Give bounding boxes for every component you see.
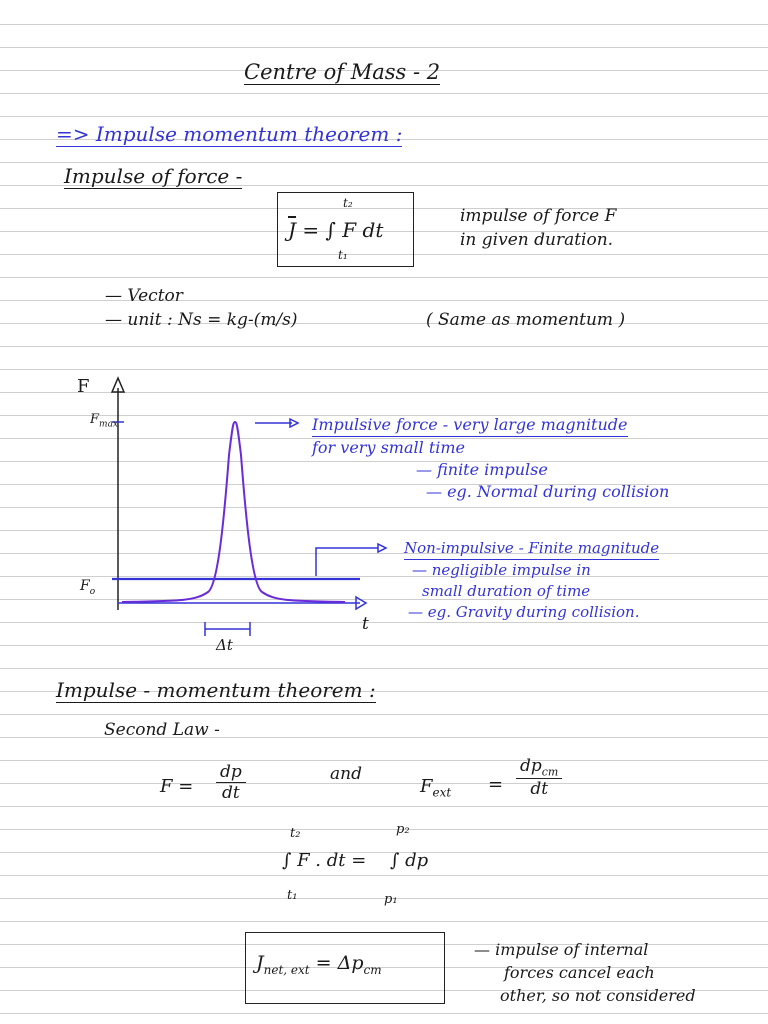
upper-limit: t₂ (343, 196, 353, 210)
fext-lhs: $F_{ext}$ (420, 776, 452, 800)
eq3-right: ∫ dp (390, 850, 429, 871)
theorem-heading: Impulse - momentum theorem : (56, 678, 376, 702)
impulse-symbol: $\overline{J}$ (288, 218, 297, 242)
fmax-label: $F_{max}$ (90, 412, 119, 430)
x-axis-label: t (362, 614, 369, 634)
eq3-lower2: p₁ (384, 892, 398, 907)
f0-label: $F_o$ (80, 578, 96, 597)
section-heading: => Impulse momentum theorem : (56, 122, 403, 146)
eq3-upper2: p₂ (396, 822, 410, 837)
impulse-description: impulse of force F in given duration. (460, 206, 617, 250)
lower-limit: t₁ (338, 248, 348, 262)
internal-forces-note: — impulse of internal forces cancel each other, so not considered (474, 940, 696, 1005)
bullet-vector: — Vector (105, 286, 183, 306)
impulse-rhs: = ∫ F dt (302, 218, 384, 242)
second-law-label: Second Law - (104, 720, 220, 740)
non-impulsive-pointer (316, 548, 378, 576)
and-word: and (330, 764, 362, 784)
eq3-left: ∫ F . dt = (282, 850, 367, 871)
y-axis-label: F (77, 376, 90, 397)
newton-eq-lhs: F = (160, 776, 194, 797)
eq3-upper: t₂ (290, 826, 301, 841)
impulse-formula (288, 218, 383, 242)
impulsive-force-notes: Impulsive force - very large magnitude for very small time — finite impulse — eg. Normal during collision (312, 415, 670, 501)
non-impulsive-notes: Non-impulsive - Finite magnitude — negligible impulse in small duration of time — eg. Gravity during collision. (404, 539, 660, 621)
eq3-lower: t₁ (287, 888, 298, 903)
delta-t-label: Δt (216, 636, 233, 654)
result-equation: $J_{net, ext} = \Delta p_{cm}$ (256, 952, 382, 977)
non-impulsive-pointer-arrow (378, 544, 386, 552)
fext-fraction: $dp_{cm}$ dt (516, 756, 562, 799)
bullet-unit: — unit : Ns = kg-(m/s) (105, 310, 298, 330)
page-title: Centre of Mass - 2 (244, 60, 441, 84)
impulse-heading: Impulse of force - (64, 164, 243, 188)
fext-eq-sign: = (488, 774, 504, 795)
unit-note: ( Same as momentum ) (426, 310, 626, 330)
newton-eq-fraction: $\frac{dp}{dt}$ (216, 762, 246, 803)
